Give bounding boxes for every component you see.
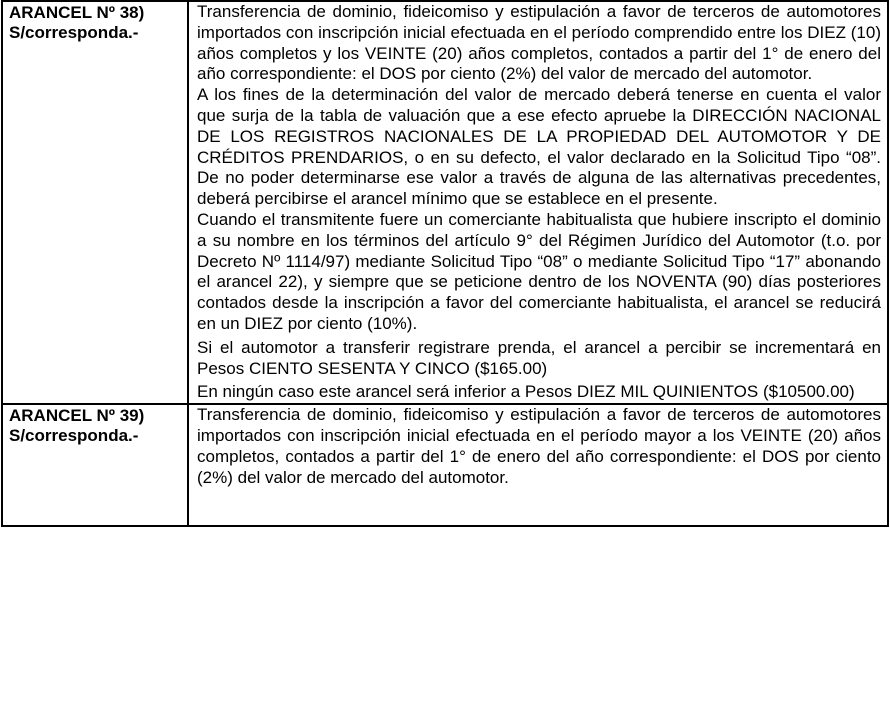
arancel-39-label-cell [2, 404, 188, 526]
arancel-38-paragraph-3: Cuando el transmitente fuere un comerciante habitualista que hubiere inscripto el dominio a su nombre en los términos del artículo 9° del Régimen Jurídico del Automotor (t.o. por Decreto Nº 1114/97) mediante Solicitud Tipo “08” o mediante Solicitud Tipo “17” abonando el arancel 22), y siempre que se peticione dentro de los NOVENTA (90) días posteriores contados desde la inscripción a favor del comerciante habitualista, el arancel se reducirá en un DIEZ por ciento (10%). [197, 209, 881, 333]
arancel-38-code: ARANCEL Nº 38) [9, 3, 145, 22]
arancel-table [1, 0, 889, 527]
arancel-38-paragraph-5: En ningún caso este arancel será inferior a Pesos DIEZ MIL QUINIENTOS ($10500.00) [197, 382, 855, 402]
arancel-38-modifier: S/corresponda.- [9, 23, 139, 42]
arancel-38-paragraph-2: A los fines de la determinación del valor de mercado deberá tenerse en cuenta el valor que surja de la tabla de valuación que a ese efecto apruebe la DIRECCIÓN NACIONAL DE LOS REGISTROS NACIONALES DE LA PROPIEDAD DEL AUTOMOTOR Y DE CRÉDITOS PRENDARIOS, o en su defecto, el valor declarado en la Solicitud Tipo “08”. De no poder determinarse ese valor a través de alguna de las alternativas precedentes, deberá percibirse el arancel mínimo que se establece en el presente. [197, 85, 881, 209]
arancel-38-paragraph-4: Si el automotor a transferir registrare prenda, el arancel a percibir se incrementará en Pesos CIENTO SESENTA Y CINCO ($165.00) [197, 337, 881, 378]
arancel-38-paragraph-1: Transferencia de dominio, fideicomiso y estipulación a favor de terceros de automotores importados con inscripción inicial efectuada en el período comprendido entre los DIEZ (10) años completos y los VEINTE (20) años completos, contados a partir del 1° de enero del año correspondiente: el DOS por ciento (2%) del valor de mercado del automotor. [197, 2, 881, 84]
arancel-39-code: ARANCEL Nº 39) [9, 406, 145, 426]
table-row-arancel-39 [2, 404, 888, 526]
arancel-39-paragraph-1: Transferencia de dominio, fideicomiso y estipulación a favor de terceros de automotores importados con inscripción inicial efectuada en el período mayor a los VEINTE (20) años completos, contados a partir del 1° de enero del año correspondiente: el DOS por ciento (2%) del valor de mercado del automotor. [197, 405, 881, 487]
arancel-39-modifier: S/corresponda.- [9, 426, 139, 446]
arancel-39-description-cell [188, 404, 888, 526]
arancel-38-description-cell [188, 1, 888, 404]
arancel-38-label-cell [2, 1, 188, 404]
table-row-arancel-38 [2, 1, 888, 404]
